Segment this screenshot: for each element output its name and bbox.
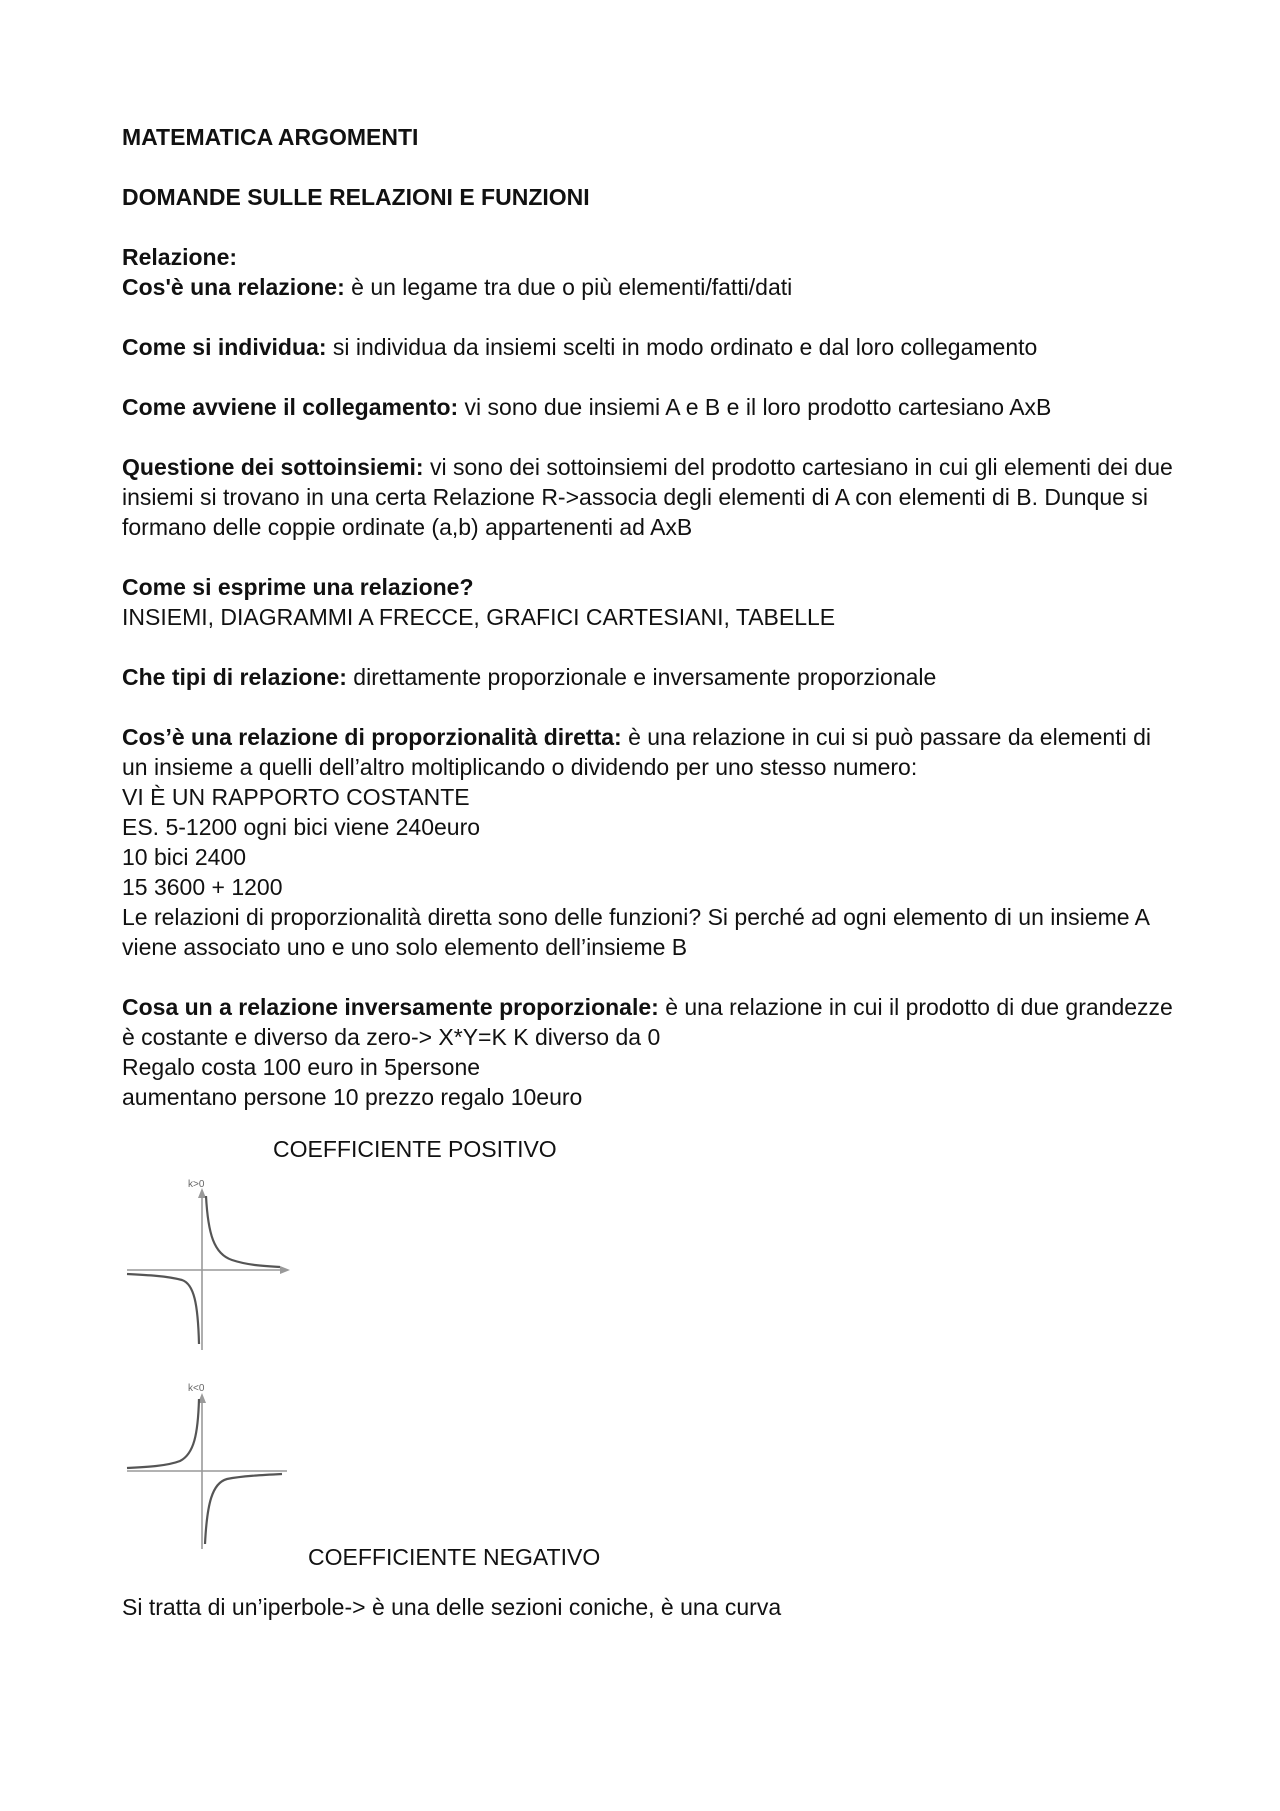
item-label: Come avviene il collegamento: <box>122 394 459 420</box>
item-identify <box>122 332 1182 362</box>
k-positive-label: k>0 <box>188 1179 205 1190</box>
document-title: MATEMATICA ARGOMENTI <box>122 124 419 150</box>
item-label: Questione dei sottoinsiemi: <box>122 454 424 480</box>
direct-line: ES. 5-1200 ogni bici viene 240euro <box>122 814 481 840</box>
direct-label: Cos’è una relazione di proporzionalità diretta: <box>122 724 622 750</box>
item-connection <box>122 392 1182 422</box>
express-answer: INSIEMI, DIAGRAMMI A FRECCE, GRAFICI CARTESIANI, TABELLE <box>122 604 836 630</box>
inverse-text: è una relazione in cui il prodotto di due grandezze è costante e diverso da zero-> X*Y=K K diverso da 0 <box>122 994 1173 1050</box>
inverse-definition <box>122 992 1182 1052</box>
direct-line: Le relazioni di proporzionalità diretta sono delle funzioni? Si perché ad ogni elemento di un insieme A viene associato uno e uno solo elemento dell’insieme B <box>122 904 1149 960</box>
direct-line: 10 bici 2400 <box>122 844 247 870</box>
conclusion: Si tratta di un’iperbole-> è una delle sezioni coniche, è una curva <box>122 1594 782 1620</box>
k-negative-label: k<0 <box>188 1383 205 1394</box>
caption-positive: COEFFICIENTE POSITIVO <box>273 1136 557 1162</box>
hyperbola-branch-q3 <box>127 1274 199 1344</box>
express-question: Come si esprime una relazione? <box>122 574 474 600</box>
document-subtitle: DOMANDE SULLE RELAZIONI E FUNZIONI <box>122 184 590 210</box>
direct-text: è una relazione in cui si può passare da elementi di un insieme a quelli dell’altro moltiplicando o dividendo per uno stesso numero: <box>122 724 1152 780</box>
inverse-line: aumentano persone 10 prezzo regalo 10euro <box>122 1084 583 1110</box>
hyperbola-branch-q1 <box>206 1196 280 1267</box>
direct-line: 15 3600 + 1200 <box>122 874 283 900</box>
section-heading: Relazione: <box>122 244 238 270</box>
inverse-block <box>122 992 1182 1112</box>
item-text: vi sono dei sottoinsiemi del prodotto cartesiano in cui gli elementi dei due insiemi si trovano in una certa Relazione R->associa degli elementi di A con elementi di B. Dunque si formano delle coppie ordinate (a,b) appartenenti ad AxB <box>122 454 1173 540</box>
express-block <box>122 572 1182 632</box>
item-text: vi sono due insiemi A e B e il loro prodotto cartesiano AxB <box>458 394 1052 420</box>
direct-definition <box>122 722 1182 782</box>
x-axis-arrow <box>280 1266 290 1274</box>
item-definition <box>122 272 1182 302</box>
item-label: Come si individua: <box>122 334 327 360</box>
direct-block <box>122 722 1182 962</box>
caption-negative: COEFFICIENTE NEGATIVO <box>308 1544 601 1570</box>
inverse-label: Cosa un a relazione inversamente proporzionale: <box>122 994 659 1020</box>
hyperbola-positive-graph <box>122 1174 292 1354</box>
item-label: Cos'è una relazione: <box>122 274 345 300</box>
document-page <box>122 122 1182 1652</box>
inverse-line: Regalo costa 100 euro in 5persone <box>122 1054 481 1080</box>
types-text: direttamente proporzionale e inversamente proporzionale <box>346 664 937 690</box>
types-block <box>122 662 1182 692</box>
item-text: è un legame tra due o più elementi/fatti/dati <box>344 274 793 300</box>
hyperbola-branch-q4 <box>205 1474 282 1544</box>
direct-line: VI È UN RAPPORTO COSTANTE <box>122 784 470 810</box>
item-subsets <box>122 452 1182 542</box>
types-label: Che tipi di relazione: <box>122 664 347 690</box>
item-text: si individua da insiemi scelti in modo ordinato e dal loro collegamento <box>326 334 1038 360</box>
hyperbola-branch-q2 <box>127 1399 199 1468</box>
hyperbola-figures <box>122 1134 1182 1574</box>
hyperbola-negative-graph <box>122 1379 292 1554</box>
